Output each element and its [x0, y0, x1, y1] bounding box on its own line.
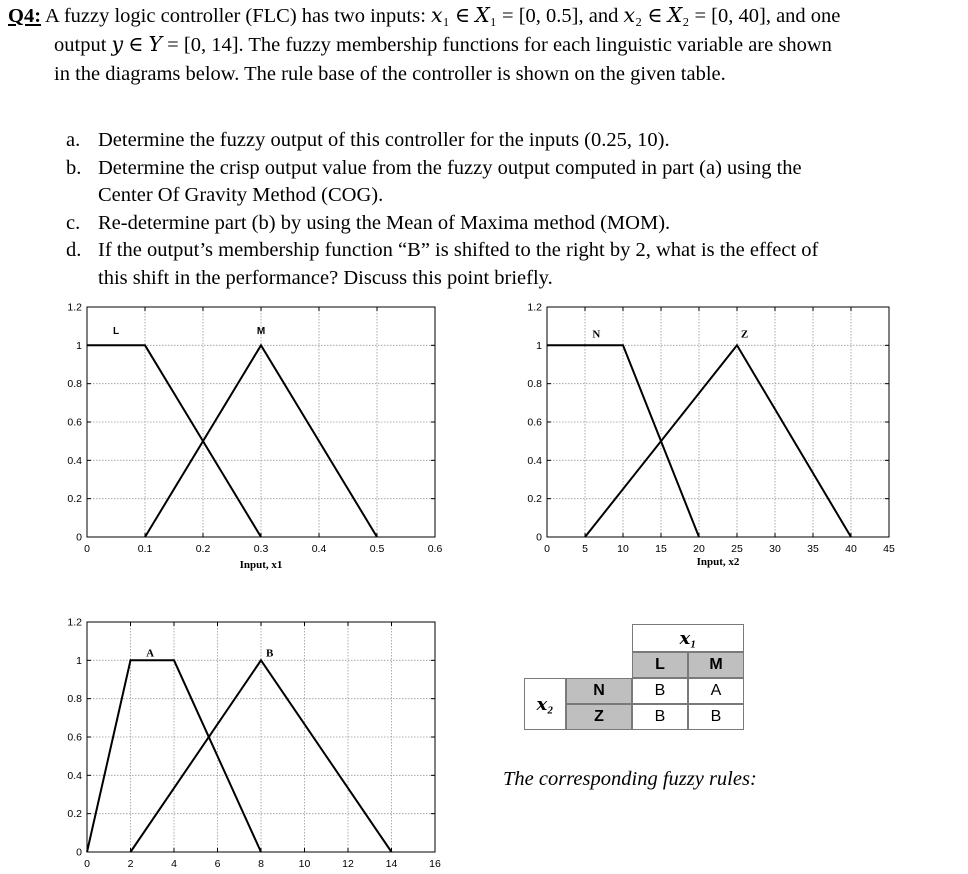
y-tick-label: 1: [536, 339, 542, 352]
task-c: [66, 210, 946, 238]
x-tick-label: 0.4: [311, 543, 327, 555]
task-text: If the output’s membership function “B” is shifted to the right by 2, what is the effect of: [98, 239, 819, 261]
x2-term-n: N: [566, 678, 632, 704]
x-tick-label: 16: [429, 858, 441, 870]
x-axis-title: Input, x1: [239, 559, 283, 571]
x1-term-l: L: [632, 652, 688, 678]
y-tick-label: 1: [76, 339, 82, 352]
x2-term-z: Z: [566, 704, 632, 730]
x-tick-label: 12: [342, 858, 354, 870]
x-tick-label: 40: [845, 543, 857, 555]
x-tick-label: 0.1: [137, 543, 153, 555]
rule-output-z-m: B: [688, 704, 744, 730]
series-label: A: [146, 647, 155, 660]
task-a: [66, 127, 946, 155]
x-tick-label: 35: [807, 543, 819, 555]
task-text: Center Of Gravity Method (COG).: [98, 184, 384, 206]
y-tick-label: 1.2: [67, 616, 82, 629]
rule-output-n-l: B: [632, 678, 688, 704]
membership-L: [87, 345, 261, 537]
x-tick-label: 0.5: [369, 543, 385, 555]
series-label: N: [592, 328, 601, 341]
axes-frame: [87, 622, 435, 852]
axes-frame: [87, 307, 435, 537]
x-tick-label: 6: [214, 858, 221, 870]
y-tick-label: 0.4: [527, 454, 542, 467]
input-x1-chart: [67, 302, 442, 572]
y-tick-label: 0.6: [527, 416, 542, 429]
question-line-1: Q4: A fuzzy logic controller (FLC) has two inputs: 𝑥₁ ∈ 𝑋₁ = [0, 0.5], and 𝑥₂ ∈ 𝑋₂ = [0, 40], and one: [8, 5, 841, 27]
task-marker: a.: [66, 129, 81, 151]
membership-M: [145, 345, 377, 537]
question-text: [8, 2, 953, 89]
y-tick-label: 0.2: [527, 493, 542, 506]
x-tick-label: 20: [693, 543, 705, 555]
y-tick-label: 1.2: [527, 301, 542, 314]
series-label: B: [266, 647, 274, 660]
y-tick-label: 0.6: [67, 731, 82, 744]
task-b: [66, 155, 946, 210]
task-d: [66, 237, 946, 292]
x-tick-label: 0.2: [195, 543, 211, 555]
series-label: Z: [740, 328, 749, 341]
task-marker: d.: [66, 239, 82, 261]
x-axis-title: Input, x2: [696, 556, 740, 568]
x-tick-label: 0: [544, 543, 550, 555]
input-x2-chart: [527, 302, 895, 569]
x1-term-m: M: [688, 652, 744, 678]
x-tick-label: 0.3: [253, 543, 269, 555]
x-tick-label: 45: [883, 543, 895, 555]
output-y-chart: [67, 617, 441, 871]
x-tick-label: 2: [127, 858, 134, 870]
y-tick-label: 0.8: [67, 693, 82, 706]
task-marker: b.: [66, 156, 82, 179]
x-tick-label: 0.6: [427, 543, 443, 555]
membership-Z: [585, 345, 851, 537]
question-line-3: in the diagrams below. The rule base of the controller is shown on the given table.: [54, 63, 726, 85]
x-tick-label: 14: [385, 858, 398, 870]
y-tick-label: 0.2: [67, 808, 82, 821]
task-list: [66, 127, 946, 292]
y-tick-label: 0: [76, 846, 82, 859]
task-text: Determine the fuzzy output of this controller for the inputs (0.25, 10).: [98, 129, 670, 151]
task-text: this shift in the performance? Discuss this point briefly.: [98, 266, 553, 289]
y-tick-label: 1.2: [67, 301, 82, 314]
membership-B: [131, 660, 392, 852]
x-tick-label: 0: [84, 858, 90, 870]
x-tick-label: 8: [258, 858, 264, 870]
axes-frame: [547, 307, 889, 537]
x-tick-label: 4: [171, 858, 177, 870]
y-tick-label: 1: [76, 654, 82, 667]
task-text: Determine the crisp output value from the fuzzy output computed in part (a) using the: [98, 156, 802, 179]
question-label: Q4:: [8, 5, 42, 27]
y-tick-label: 0.4: [67, 769, 82, 782]
series-label: L: [112, 325, 120, 337]
question-line-2: output 𝑦 ∈ 𝑌 = [0, 14]. The fuzzy membership functions for each linguistic variable are shown: [54, 34, 832, 56]
y-tick-label: 0.2: [67, 493, 82, 506]
x1-header: 𝒙₁: [632, 624, 744, 652]
x-tick-label: 25: [731, 543, 743, 555]
x2-header: 𝒙₂: [524, 678, 566, 730]
x-tick-label: 5: [582, 543, 588, 555]
y-tick-label: 0.8: [527, 378, 542, 391]
series-label: M: [256, 325, 266, 337]
y-tick-label: 0: [536, 531, 542, 544]
membership-N: [547, 345, 699, 537]
y-tick-label: 0.8: [67, 378, 82, 391]
rule-output-z-l: B: [632, 704, 688, 730]
y-tick-label: 0.4: [67, 454, 82, 467]
x-tick-label: 30: [769, 543, 781, 555]
task-text: Re-determine part (b) by using the Mean of Maxima method (MOM).: [98, 211, 671, 234]
task-marker: c.: [66, 211, 81, 234]
rule-caption: The corresponding fuzzy rules:: [503, 768, 757, 790]
x-tick-label: 10: [298, 858, 311, 870]
x-tick-label: 15: [655, 543, 667, 555]
y-tick-label: 0.6: [67, 416, 82, 429]
y-tick-label: 0: [76, 531, 82, 544]
x-tick-label: 0: [84, 543, 90, 555]
membership-A: [87, 660, 261, 852]
x-tick-label: 10: [617, 543, 629, 555]
rule-output-n-m: A: [688, 678, 744, 704]
